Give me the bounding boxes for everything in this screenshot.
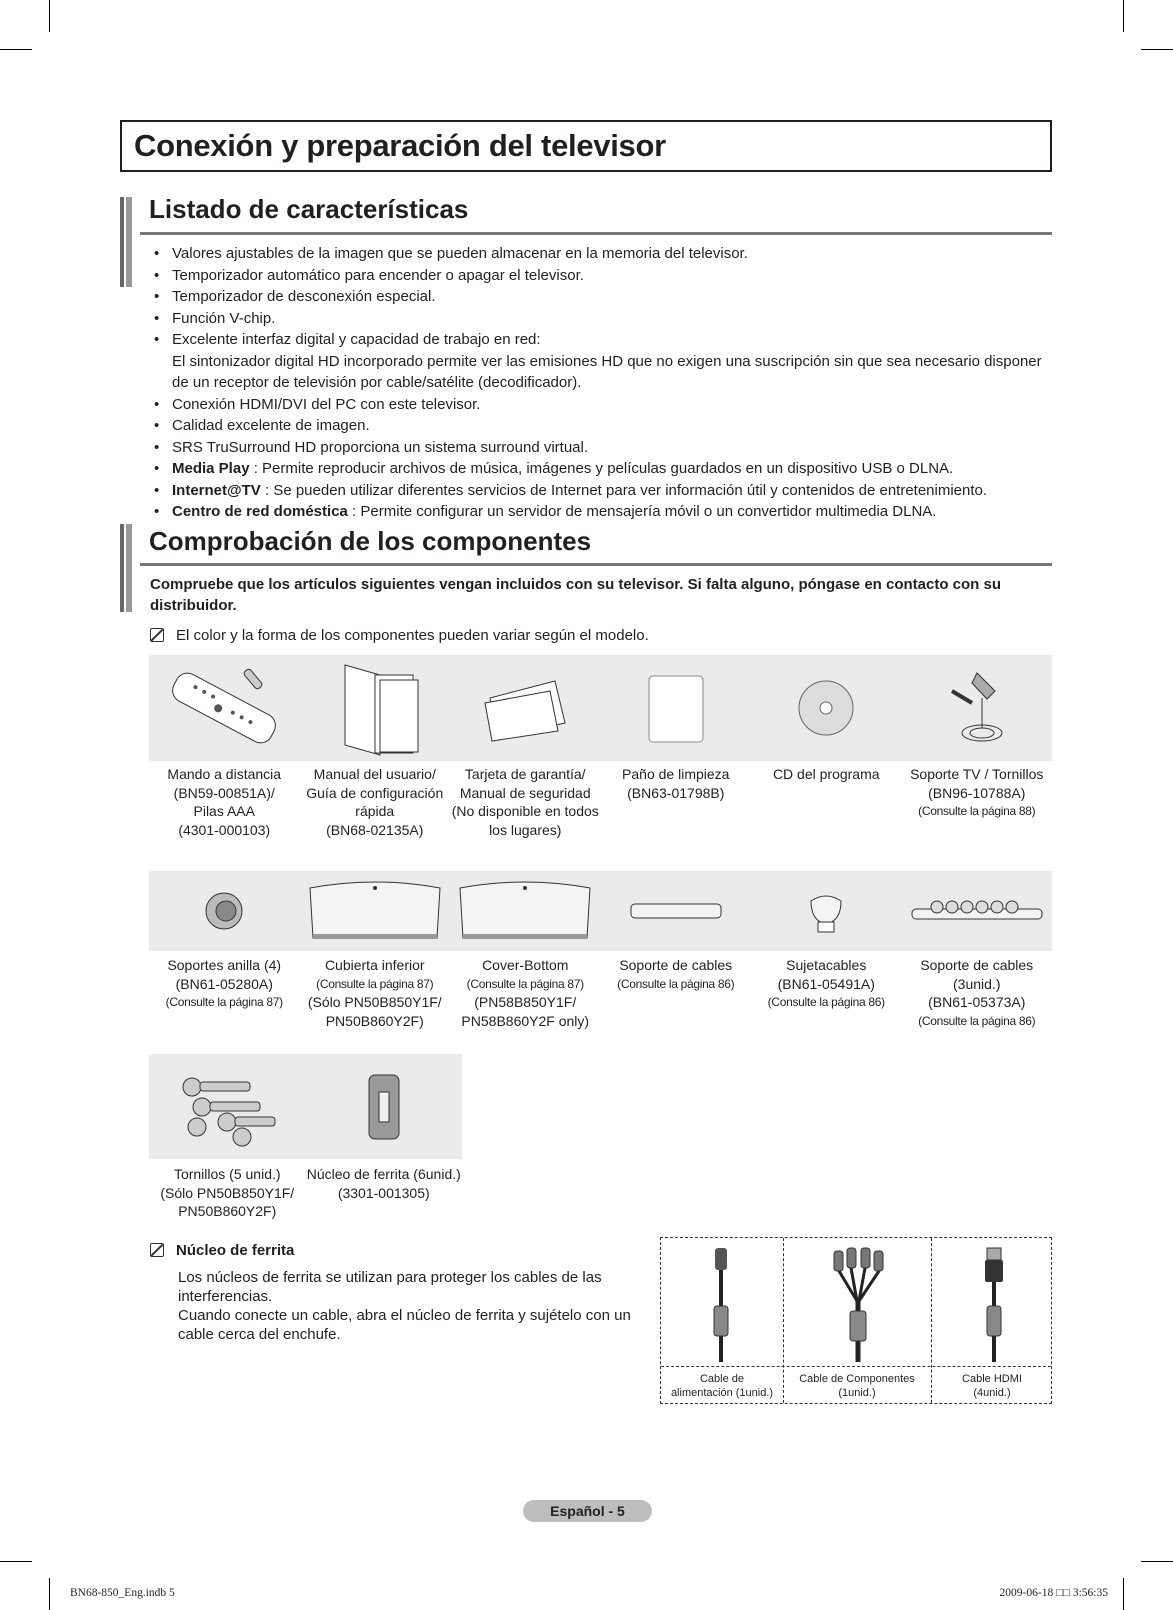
crop-mark [1123, 0, 1124, 32]
feature-item: • Centro de red doméstica : Permite configurar un servidor de mensajería móvil o un convertidor multimedia DLNA. [150, 501, 1050, 523]
cable-caption: Cable HDMI (4unid.) [962, 1373, 1022, 1399]
feature-item: • Función V-chip. [150, 308, 1050, 330]
crop-mark [0, 49, 32, 50]
cable-holder-image [601, 871, 752, 951]
cable-caption: Cable de alimentación (1unid.) [670, 1373, 774, 1399]
section-marker [120, 524, 132, 612]
section-marker [120, 197, 132, 287]
component-caption: Tarjeta de garantía/ Manual de seguridad (No disponible en todos los lugares) [451, 766, 599, 838]
footer-timestamp: 2009-06-18 □□ 3:56:35 [999, 1587, 1108, 1599]
cable-tie-image [751, 871, 902, 951]
warranty-card-image [450, 655, 601, 761]
screws-image [149, 1054, 306, 1159]
crop-mark [1141, 1561, 1173, 1562]
component-cable-icon [829, 1246, 889, 1364]
tv-holder-screw-image [902, 655, 1053, 761]
divider [140, 563, 1052, 566]
note-icon [150, 1243, 164, 1257]
component-caption: Cover-Bottom (Consulte la página 87) (PN58B850Y1F/ PN58B860Y2F only) [461, 957, 590, 1029]
crop-mark [49, 0, 50, 32]
components-captions-row3 [149, 1165, 462, 1221]
section-heading-components: Comprobación de los componentes [149, 526, 592, 556]
divider [140, 232, 1052, 235]
feature-item: • SRS TruSurround HD proporciona un sistema surround virtual. [150, 437, 1050, 459]
feature-item: • Excelente interfaz digital y capacidad de trabajo en red: El sintonizador digital HD incorporado permite ver las emisiones HD que no exigen una suscripción sin que sea necesario disponer de un receptor de televisión por cable/satélite (decodificador). [150, 329, 1050, 394]
note-text: El color y la forma de los componentes pueden variar según el modelo. [176, 627, 649, 644]
hdmi-cable-icon [979, 1246, 1009, 1364]
manual-image [300, 655, 451, 761]
components-images-row1 [149, 655, 1052, 761]
note [150, 626, 649, 645]
cable-caption: Cable de Componentes (1unid.) [799, 1373, 915, 1399]
component-caption: Tornillos (5 unid.) (Sólo PN50B850Y1F/ PN50B860Y2F) [160, 1166, 295, 1219]
power-cable-icon [706, 1246, 736, 1364]
components-intro: Compruebe que los artículos siguientes vengan incluidos con su televisor. Si falta alguno, póngase en contacto con su distribuidor. [150, 576, 1002, 614]
ferrite-heading: Núcleo de ferrita [176, 1242, 295, 1259]
component-caption: Paño de limpieza (BN63-01798B) [622, 766, 730, 801]
component-caption: Sujetacables (BN61-05491A) (Consulte la página 86) [767, 957, 885, 1009]
crop-mark [49, 1578, 50, 1610]
cable-holder-3-image [902, 871, 1053, 951]
component-caption: Núcleo de ferrita (6unid.) (3301-001305) [306, 1166, 461, 1201]
component-caption: Manual del usuario/ Guía de configuración rápida (BN68-02135A) [306, 766, 444, 838]
page-number: Español - 5 [523, 1500, 652, 1522]
feature-item: • Internet@TV : Se pueden utilizar diferentes servicios de Internet para ver información útil y contenidos de entretenimiento. [150, 480, 1050, 502]
ferrite-note-heading [150, 1241, 294, 1260]
component-caption: Soporte TV / Tornillos (BN96-10788A) (Consulte la página 88) [910, 766, 1044, 818]
component-caption: Soportes anilla (4) (BN61-05280A) (Consulte la página 87) [165, 957, 283, 1009]
component-caption: Soporte de cables (Consulte la página 86) [617, 957, 735, 991]
cable-ferrite-box [660, 1237, 1052, 1404]
components-captions-row2 [149, 956, 1052, 1030]
note-icon [150, 628, 164, 642]
cd-image [751, 655, 902, 761]
ferrite-note-body [178, 1268, 648, 1344]
section-heading-features: Listado de características [149, 194, 469, 224]
cover-bottom-image [300, 871, 451, 951]
cover-bottom-58-image [450, 871, 601, 951]
crop-mark [0, 1561, 32, 1562]
feature-item: • Temporizador de desconexión especial. [150, 286, 1050, 308]
ring-holder-image [149, 871, 300, 951]
feature-item: • Media Play : Permite reproducir archivos de música, imágenes y películas guardados en un dispositivo USB o DLNA. [150, 458, 1050, 480]
component-caption: Mando a distancia (BN59-00851A)/ Pilas AAA (4301-000103) [167, 766, 282, 838]
ferrite-core-image [306, 1054, 463, 1159]
components-images-row3 [149, 1054, 462, 1159]
page-title: Conexión y preparación del televisor [134, 128, 666, 163]
component-caption: Soporte de cables (3unid.) (BN61-05373A) (Consulte la página 86) [918, 957, 1036, 1028]
component-caption: Cubierta inferior (Consulte la página 87) (Sólo PN50B850Y1F/ PN50B860Y2F) [307, 957, 442, 1029]
footer-file: BN68-850_Eng.indb 5 [70, 1587, 175, 1599]
feature-item: • Calidad excelente de imagen. [150, 415, 1050, 437]
components-captions-row1 [149, 765, 1052, 839]
remote-control-image [149, 655, 300, 761]
ferrite-paragraph: Cuando conecte un cable, abra el núcleo de ferrita y sujételo con un cable cerca del enchufe. [178, 1307, 631, 1343]
crop-mark [1123, 1578, 1124, 1610]
feature-item: • Valores ajustables de la imagen que se pueden almacenar en la memoria del televisor. [150, 243, 1050, 265]
feature-list [150, 243, 1050, 523]
crop-mark [1141, 49, 1173, 50]
page-title-box [120, 120, 1052, 172]
component-caption: CD del programa [772, 766, 880, 782]
feature-item: • Conexión HDMI/DVI del PC con este televisor. [150, 394, 1050, 416]
ferrite-paragraph: Los núcleos de ferrita se utilizan para proteger los cables de las interferencias. [178, 1269, 602, 1305]
feature-item: • Temporizador automático para encender o apagar el televisor. [150, 265, 1050, 287]
cleaning-cloth-image [601, 655, 752, 761]
components-images-row2 [149, 871, 1052, 951]
